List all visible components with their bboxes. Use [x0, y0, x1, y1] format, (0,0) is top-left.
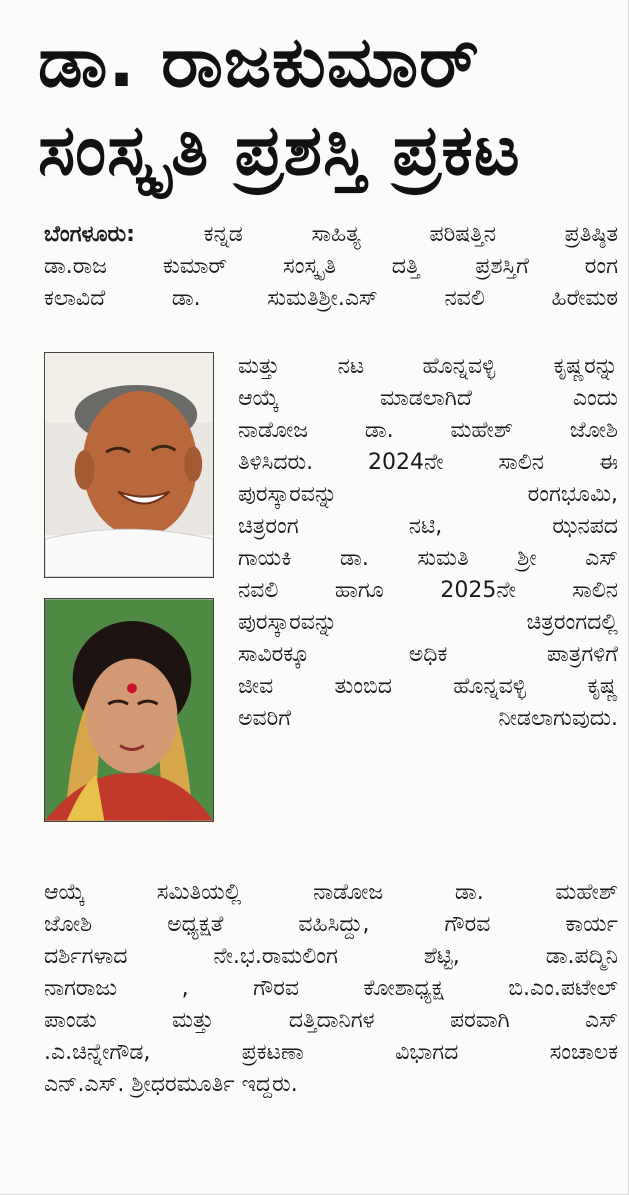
body-line: ಆಯ್ಕೆ ಸಮಿತಿಯಲ್ಲಿ ನಾಡೋಜ ಡಾ. ಮಹೇಶ್ — [44, 880, 618, 905]
body-line: ಮತ್ತು ನಟ ಹೊನ್ನವಳ್ಳಿ ಕೃಷ್ಣರನ್ನು — [238, 354, 618, 379]
body-line: ಬೆಂಗಳೂರು: ಕನ್ನಡ ಸಾಹಿತ್ಯ ಪರಿಷತ್ತಿನ ಪ್ರತಿಷ್ಠಿತ — [44, 222, 618, 247]
body-line: ಸಾವಿರಕ್ಕೂ ಅಧಿಕ ಪಾತ್ರಗಳಿಗೆ — [238, 642, 618, 667]
body-line: ನಾಗರಾಜು , ಗೌರವ ಕೋಶಾಧ್ಯಕ್ಷ ಬಿ.ಎಂ.ಪಟೇಲ್ — [44, 976, 618, 1001]
body-line: .ಎ.ಚಿನ್ನೇಗೌಡ, ಪ್ರಕಟಣಾ ವಿಭಾಗದ ಸಂಚಾಲಕ — [44, 1040, 618, 1065]
body-line: ಗಾಯಕಿ ಡಾ. ಸುಮತಿ ಶ್ರೀ ಎಸ್ — [238, 546, 618, 571]
body-line: ಜೀವ ತುಂಬಿದ ಹೊನ್ನವಳ್ಳಿ ಕೃಷ್ಣ — [238, 674, 618, 699]
body-line: ಪುರಸ್ಕಾರವನ್ನು ಚಿತ್ರರಂಗದಲ್ಲಿ — [238, 610, 618, 635]
body-line: ಪುರಸ್ಕಾರವನ್ನು ರಂಗಭೂಮಿ, — [238, 482, 618, 507]
man-portrait-image — [45, 353, 213, 577]
body-line: ದರ್ಶಿಗಳಾದ ನೇ.ಭ.ರಾಮಲಿಂಗ ಶೆಟ್ಟಿ, ಡಾ.ಪದ್ಮಿನಿ — [44, 944, 618, 969]
headline-line-2: ಸಂಸ್ಕೃತಿ ಪ್ರಶಸ್ತಿ ಪ್ರಕಟ — [38, 109, 521, 191]
body-line: ಕಲಾವಿದೆ ಡಾ. ಸುಮತಿಶ್ರೀ.ಎಸ್ ನವಲಿ ಹಿರೇಮಠ — [44, 286, 618, 311]
body-line: ನವಲಿ ಹಾಗೂ 2025ನೇ ಸಾಲಿನ — [238, 578, 618, 603]
headline — [38, 18, 618, 194]
portrait-photo-man — [44, 352, 214, 578]
woman-portrait-image — [45, 599, 213, 821]
body-line: ಜೋಶಿ ಅಧ್ಯಕ್ಷತೆ ವಹಿಸಿದ್ದು, ಗೌರವ ಕಾರ್ಯ — [44, 912, 618, 937]
body-line: ಡಾ.ರಾಜ ಕುಮಾರ್ ಸಂಸ್ಕೃತಿ ದತ್ತಿ ಪ್ರಶಸ್ತಿಗೆ ರಂಗ — [44, 254, 618, 279]
headline-line-1: ಡಾ. ರಾಜಕುಮಾರ್ — [38, 21, 480, 103]
body-line: ಪಾಂಡು ಮತ್ತು ದತ್ತಿದಾನಿಗಳ ಪರವಾಗಿ ಎಸ್ — [44, 1008, 618, 1033]
body-line: ಅವರಿಗೆ ನೀಡಲಾಗುವುದು. — [238, 706, 618, 731]
dateline: ಬೆಂಗಳೂರು: — [44, 222, 135, 247]
body-line: ನಾಡೋಜ ಡಾ. ಮಹೇಶ್ ಜೋಶಿ — [238, 418, 618, 443]
body-line: ಎನ್.ಎಸ್. ಶ್ರೀಧರಮೂರ್ತಿ ಇದ್ದರು. — [44, 1072, 298, 1097]
body-line: ತಿಳಿಸಿದರು. 2024ನೇ ಸಾಲಿನ ಈ — [238, 450, 618, 475]
body-line: ಆಯ್ಕೆ ಮಾಡಲಾಗಿದೆ ಎಂದು — [238, 386, 618, 411]
portrait-photo-woman — [44, 598, 214, 822]
body-line: ಚಿತ್ರರಂಗ ನಟಿ, ಝನಪದ — [238, 514, 618, 539]
